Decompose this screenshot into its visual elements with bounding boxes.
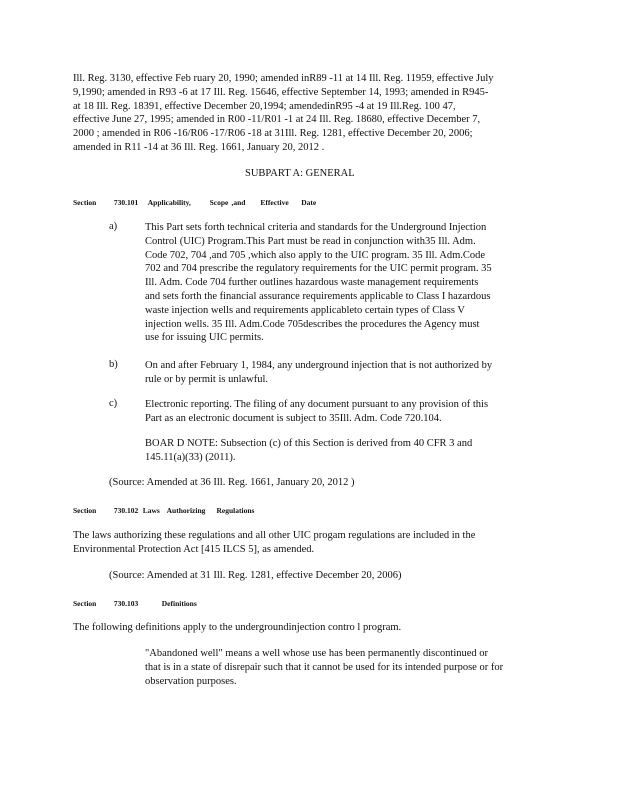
item-c-line: Electronic reporting. The filing of any document pursuant to any provision of this	[145, 399, 489, 410]
section-number: 730.102	[113, 506, 139, 515]
section-title-word: Authorizing	[166, 506, 206, 515]
subpart-title: SUBPART A: GENERAL	[245, 168, 355, 179]
item-a-line: use for issuing UIC permits.	[145, 332, 264, 344]
section-heading-730-101	[73, 198, 316, 207]
source-note: (Source: Amended at 31 Ill. Reg. 1281, effective December 20, 2006)	[109, 570, 402, 581]
section-title-word: Date	[301, 198, 317, 207]
item-a-line: and sets forth the financial assurance requirements applicable to Class I hazardous	[145, 290, 491, 302]
history-line: amended in R11 -14 at 36 Ill. Reg. 1661, January 20, 2012 .	[73, 141, 325, 153]
history-line: Ill. Reg. 3130, effective Feb ruary 20, 1990; amended inR89 -11 at 14 Ill. Reg. 11959, effective July	[73, 73, 494, 84]
section-102-body	[73, 529, 541, 557]
section-title-word: ,and	[231, 198, 246, 207]
item-b-line: On and after February 1, 1984, any underground injection that is not authorized by	[145, 360, 493, 371]
definition-line: observation purposes.	[145, 675, 237, 687]
history-line: at 18 Ill. Reg. 18391, effective December 20,1994; amendedinR95 -4 at 19 Ill.Reg. 100 47,	[73, 100, 456, 112]
definition-line: "Abandoned well" means a well whose use has been permanently discontinued or	[145, 648, 489, 659]
section-label: Section	[73, 198, 97, 207]
history-line: 2000 ; amended in R06 -16/R06 -17/R06 -18 at 31Ill. Reg. 1281, effective December 20, 2006;	[73, 128, 473, 140]
section-heading-730-103	[73, 599, 197, 608]
board-note	[145, 437, 541, 465]
item-b-line: rule or by permit is unlawful.	[145, 373, 269, 385]
item-a-line: 702 and 704 prescribe the regulatory requirements for the UIC permit program. 35	[145, 263, 492, 275]
item-a-line: Code 702, 704 ,and 705 ,which also apply to the UIC program. 35 Ill. Adm.Code	[145, 249, 486, 261]
board-note-line: 145.11(a)(33) (2011).	[145, 451, 236, 463]
body-line: Environmental Protection Act [415 ILCS 5], as amended.	[73, 543, 315, 555]
item-a-line: Control (UIC) Program.This Part must be read in conjunction with35 Ill. Adm.	[145, 235, 476, 247]
section-title-word: Regulations	[216, 506, 255, 515]
definition-line: that is in a state of disrepair such that it cannot be used for its intended purpose or for	[145, 661, 504, 673]
section-number: 730.103	[113, 599, 139, 608]
item-label-b: b)	[109, 359, 118, 370]
item-c-text	[145, 398, 541, 426]
section-title-word: Scope	[209, 198, 229, 207]
section-title-word: Laws	[142, 506, 160, 515]
item-c-line: Part as an electronic document is subject to 35Ill. Adm. Code 720.104.	[145, 412, 442, 424]
item-a-line: This Part sets forth technical criteria and standards for the Underground Injection	[145, 222, 487, 233]
item-a-line: waste injection wells and requirements applicableto certain types of Class V	[145, 304, 465, 316]
section-heading-730-102	[73, 506, 254, 515]
body-line: The laws authorizing these regulations and all other UIC progam regulations are included in the	[73, 530, 476, 541]
item-a-text	[145, 221, 541, 345]
definition-abandoned-well	[145, 647, 545, 688]
section-number: 730.101	[113, 198, 139, 207]
section-label: Section	[73, 506, 97, 515]
section-label: Section	[73, 599, 97, 608]
section-title-word: Definitions	[161, 599, 197, 608]
history-line: effective June 27, 1995; amended in R00 -11/R01 -1 at 24 Ill. Reg. 18680, effective December 7,	[73, 114, 481, 126]
item-label-a: a)	[109, 221, 118, 232]
item-label-c: c)	[109, 398, 118, 409]
section-title-word: Applicability,	[147, 198, 191, 207]
item-a-line: injection wells. 35 Ill. Adm.Code 705describes the procedures the Agency must	[145, 318, 480, 330]
item-b-text	[145, 359, 541, 387]
history-line: 9,1990; amended in R93 -6 at 17 Ill. Reg. 15646, effective September 14, 1993; amended in R945-	[73, 86, 489, 98]
item-a-line: Ill. Adm. Code 704 further outlines hazardous waste management requirements	[145, 277, 479, 289]
source-note: (Source: Amended at 36 Ill. Reg. 1661, January 20, 2012 )	[109, 477, 355, 488]
history-note	[73, 72, 541, 155]
section-103-body: The following definitions apply to the undergroundinjection contro l program.	[73, 622, 402, 633]
section-title-word: Effective	[260, 198, 289, 207]
board-note-line: BOAR D NOTE: Subsection (c) of this Section is derived from 40 CFR 3 and	[145, 438, 473, 449]
